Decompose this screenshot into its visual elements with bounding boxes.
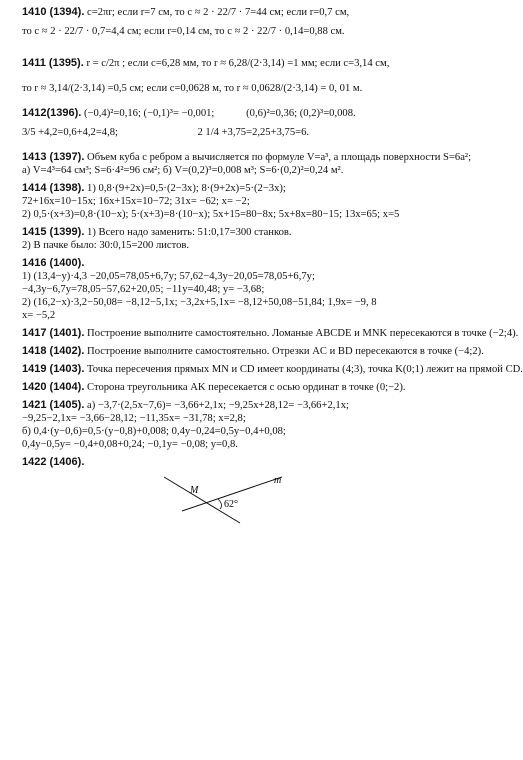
angle-arc (218, 499, 222, 509)
problem-1421 (22, 399, 466, 451)
solution-line: (−0,4)²=0,16; (−0,1)³= −0,001; (0,6)²=0,36; (0,2)³=0,008. (83, 108, 356, 119)
problem-1422 (22, 456, 466, 529)
problem-1414 (22, 182, 466, 221)
line-label: m (274, 475, 282, 486)
solution-line: x= −5,2 (22, 310, 56, 321)
problem-1415 (22, 226, 466, 252)
problem-1418 (22, 345, 484, 358)
problem-number: 1410 (1394). (22, 6, 85, 18)
angle-figure (22, 471, 466, 529)
solution-line: −4,3y−6,7y=78,05−57,62+20,05; −11y=40,48; y= −3,68; (22, 284, 265, 295)
solution-line: Построение выполните самостоятельно. Отрезки AC и BD пересекаются в точке (−4;2). (87, 346, 484, 357)
problem-number: 1416 (1400). (22, 257, 85, 269)
solution-line: Объем куба с ребром a вычисляется по формуле V=a³, а площадь поверхности S=6a²; (87, 152, 472, 163)
solution-line: 2) 0,5·(x+3)=0,8·(10−x); 5·(x+3)=8·(10−x); 5x+15=80−8x; 5x+8x=80−15; 13x=65; x=5 (22, 209, 400, 220)
solution-line: Точка пересечения прямых MN и CD имеет координаты (4;3), точка K(0;1) лежит на прямой CD. (87, 364, 523, 375)
solution-line: 3/5 +4,2=0,6+4,2=4,8; 2 1/4 +3,75=2,25+3,75=6. (22, 127, 310, 138)
problem-1416 (22, 257, 466, 322)
problem-1412 (22, 107, 466, 146)
angle-diagram (162, 471, 302, 529)
solution-line: Построение выполните самостоятельно. Ломаные ABCDE и MNK пересекаются в точке (−2;4). (87, 328, 519, 339)
problem-1413 (22, 151, 472, 177)
problem-number: 1411 (1395). (22, 57, 84, 69)
problem-number: 1420 (1404). (22, 381, 85, 393)
problem-1411 (22, 50, 466, 102)
solution-line: то r ≈ 3,14/(2·3,14) =0,5 см; если c=0,0628 м, то r ≈ 0,0628/(2·3,14) = 0, 01 м. (22, 83, 363, 94)
problem-number: 1414 (1398). (22, 182, 85, 194)
problem-number: 1422 (1406). (22, 456, 85, 468)
solution-line: 1) Всего надо заменить: 51:0,17=300 станков. (87, 227, 292, 238)
solution-line: r = c/2π ; если c=6,28 мм, то r ≈ 6,28/(2·3,14) =1 мм; если c=3,14 см, (86, 58, 390, 69)
problem-number: 1412(1396). (22, 107, 82, 119)
problem-1417 (22, 327, 519, 340)
solution-line: 1) (13,4−y)·4,3 −20,05=78,05+6,7y; 57,62−4,3y−20,05=78,05+6,7y; (22, 271, 315, 282)
solution-line: то c ≈ 2 · 22/7 · 0,7=4,4 см; если r=0,14 см, то c ≈ 2 · 22/7 · 0,14=0,88 см. (22, 26, 345, 37)
problem-number: 1419 (1403). (22, 363, 85, 375)
solution-line: 2) В пачке было: 30:0,15=200 листов. (22, 240, 190, 251)
problem-number: 1418 (1402). (22, 345, 85, 357)
point-label: M (190, 485, 199, 496)
solution-line: а) V=4³=64 см³; S=6·4²=96 см²; б) V=(0,2)³=0,008 м³; S=6·(0,2)²=0,24 м². (22, 165, 344, 176)
problem-1419 (22, 363, 523, 376)
solution-line: а) −3,7·(2,5x−7,6)= −3,66+2,1x; −9,25x+28,12= −3,66+2,1x; (87, 400, 349, 411)
solution-line: Сторона треугольника AK пересекается с осью ординат в точке (0;−2). (87, 382, 406, 393)
problem-1420 (22, 381, 466, 394)
solution-line: 1) 0,8·(9+2x)=0,5·(2−3x); 8·(9+2x)=5·(2−3x); (87, 183, 286, 194)
solution-line: 0,4y−0,5y= −0,4+0,08+0,24; −0,1y= −0,08; y=0,8. (22, 439, 238, 450)
solution-line: c=2πr; если r=7 см, то c ≈ 2 · 22/7 · 7=44 см; если r=0,7 см, (87, 7, 350, 18)
solution-line: 72+16x=10−15x; 16x+15x=10−72; 31x= −62; x= −2; (22, 196, 250, 207)
problem-1410 (22, 6, 466, 45)
angle-label: 62° (224, 499, 238, 510)
problem-number: 1413 (1397). (22, 151, 85, 163)
problem-number: 1415 (1399). (22, 226, 85, 238)
solution-line: −9,25−2,1x= −3,66−28,12; −11,35x= −31,78; x=2,8; (22, 413, 246, 424)
solution-line: 2) (16,2−x)·3,2−50,08= −8,12−5,1x; −3,2x+5,1x= −8,12+50,08−51,84; 1,9x= −9, 8 (22, 297, 377, 308)
problem-number: 1421 (1405). (22, 399, 85, 411)
problem-number: 1417 (1401). (22, 327, 85, 339)
solution-line: б) 0,4·(y−0,6)=0,5·(y−0,8)+0,008; 0,4y−0,24=0,5y−0,4+0,08; (22, 426, 286, 437)
